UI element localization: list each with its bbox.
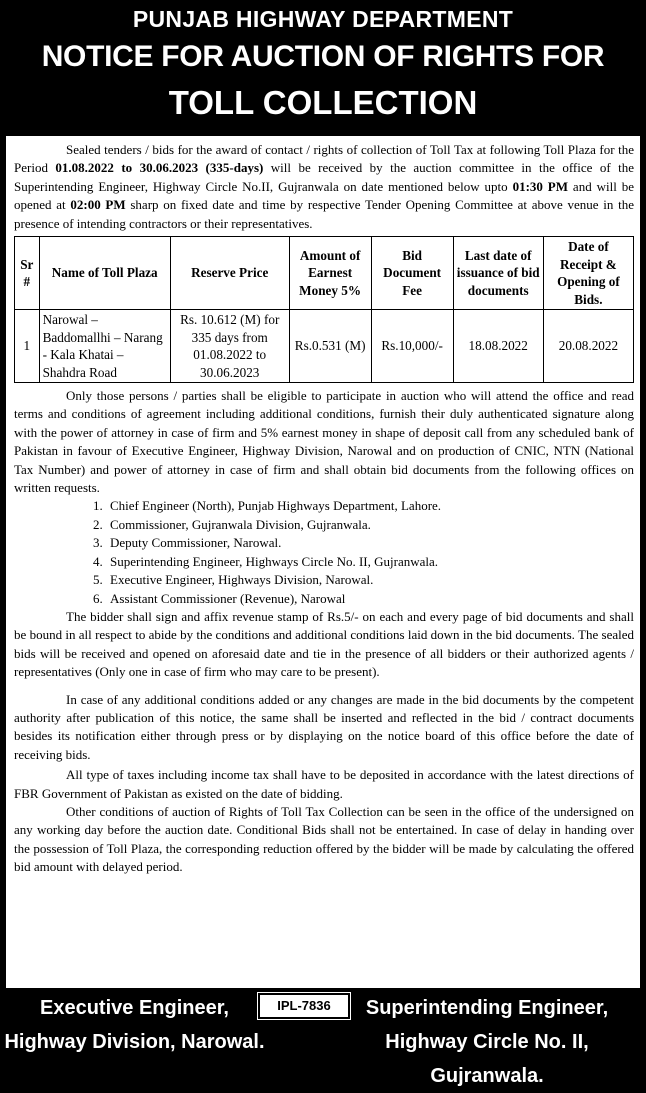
col-header-sr: Sr # bbox=[15, 237, 40, 310]
table-row bbox=[15, 310, 634, 383]
col-header-name: Name of Toll Plaza bbox=[39, 237, 170, 310]
cell-plaza-name: Narowal – Baddomallhi – Narang - Kala Khatai – Shahdra Road bbox=[39, 310, 170, 383]
department-name: PUNJAB HIGHWAY DEPARTMENT bbox=[132, 6, 514, 32]
list-item: 5. Executive Engineer, Highways Division, Narowal. bbox=[106, 571, 634, 589]
notice-body bbox=[6, 136, 640, 988]
list-item: 1. Chief Engineer (North), Punjab Highways Department, Lahore. bbox=[106, 497, 634, 515]
superintending-engineer-title: Superintending Engineer, bbox=[365, 997, 609, 1019]
list-item: 3. Deputy Commissioner, Narowal. bbox=[106, 534, 634, 552]
table-header-row bbox=[15, 237, 634, 310]
eligibility-paragraph: Only those persons / parties shall be eligible to participate in auction who will attend the office and read terms and conditions of agreement including additional conditions, furnish their duly authenticated signature along with the power of attorney in case of firm and 5% earnest money in shape of deposit call from any scheduled bank of Pakistan in favour of Executive Engineer, Highway Division, Narowal and on production of CNIC, NTN (National Tax Number) and power of attorney in case of firm and shall obtain bid documents from the following offices on written requests. bbox=[14, 388, 634, 496]
offices-list bbox=[14, 497, 634, 607]
cell-reserve-price: Rs. 10.612 (M) for 335 days from 01.08.2022 to 30.06.2023 bbox=[170, 310, 289, 383]
col-header-last-date: Last date of issuance of bid documents bbox=[453, 237, 543, 310]
intro-text-3: and will be opened at bbox=[14, 178, 634, 213]
other-conditions-paragraph: Other conditions of auction of Rights of Toll Tax Collection can be seen in the office of the undersigned on any working day before the auction date. Conditional Bids shall not be entertained. In case of delay in handing over the possession of Toll Plaza, the corresponding reduction offered by the bidder will be made by calculating the offered bid amount with delayed period. bbox=[14, 803, 634, 875]
intro-text-2: will be received by the auction committee in the office of the Superintending Engineer, Highway Circle No.II, Gujranwala on date mentioned below upto bbox=[14, 160, 634, 194]
col-header-receipt: Date of Receipt & Opening of Bids. bbox=[543, 237, 633, 310]
opening-time: 02:00 PM bbox=[70, 197, 126, 213]
taxes-paragraph: All type of taxes including income tax shall have to be deposited in accordance with the latest directions of FBR Government of Pakistan as existed on the date of bidding. bbox=[14, 767, 634, 801]
receipt-time: 01:30 PM bbox=[512, 178, 569, 194]
auction-period: 01.08.2022 to 30.06.2023 (335-days) bbox=[55, 160, 264, 176]
toll-plaza-table bbox=[14, 236, 634, 383]
intro-paragraph bbox=[14, 141, 634, 233]
executive-engineer-office: Highway Division, Narowal. bbox=[4, 1031, 265, 1053]
list-item: 6. Assistant Commissioner (Revenue), Narowal bbox=[106, 590, 634, 608]
signature-footer bbox=[0, 988, 646, 1087]
cell-receipt-date: 20.08.2022 bbox=[543, 310, 633, 383]
intro-text-1: Sealed tenders / bids for the award of contact / rights of collection of Toll Tax at following Toll Plaza for the Period bbox=[14, 142, 634, 176]
col-header-earnest: Amount of Earnest Money 5% bbox=[289, 237, 371, 310]
notice-title-line1: NOTICE FOR AUCTION OF RIGHTS FOR bbox=[41, 40, 605, 73]
list-item: 2. Commissioner, Gujranwala Division, Gujranwala. bbox=[106, 516, 634, 534]
col-header-fee: Bid Document Fee bbox=[371, 237, 453, 310]
changes-paragraph: In case of any additional conditions added or any changes are made in the bid documents by the competent authority after publication of this notice, the same shall be inserted and reflected in the bid / contract documents besides its notification either through press or by displaying on the notice board of this office before the date of receiving bids. bbox=[14, 691, 634, 762]
intro-text-4: sharp on fixed date and time by respective Tender Opening Committee at above venue in the presence of intending contractors or their representatives. bbox=[14, 197, 634, 231]
superintending-engineer-signature bbox=[330, 991, 644, 1093]
cell-sr: 1 bbox=[15, 310, 40, 383]
cell-document-fee: Rs.10,000/- bbox=[371, 310, 453, 383]
notice-header bbox=[0, 0, 646, 136]
list-item: 4. Superintending Engineer, Highways Circle No. II, Gujranwala. bbox=[106, 553, 634, 571]
superintending-engineer-office: Highway Circle No. II, Gujranwala. bbox=[385, 1031, 589, 1087]
cell-last-date: 18.08.2022 bbox=[453, 310, 543, 383]
executive-engineer-title: Executive Engineer, bbox=[40, 997, 229, 1019]
notice-title-line2: TOLL COLLECTION bbox=[168, 84, 478, 121]
executive-engineer-signature bbox=[2, 991, 267, 1059]
cell-earnest-money: Rs.0.531 (M) bbox=[289, 310, 371, 383]
ipl-badge: IPL-7836 bbox=[258, 993, 350, 1019]
bidder-paragraph: The bidder shall sign and affix revenue stamp of Rs.5/- on each and every page of bid documents and shall be bound in all respect to abide by the conditions and additional conditions laid down in the bid documents. The sealed bids will be received and opened on aforesaid date and tie in the presence of all bidders or their authorized agents / representatives (Only one in case of firm who may care to be present). bbox=[14, 608, 634, 680]
col-header-reserve: Reserve Price bbox=[170, 237, 289, 310]
